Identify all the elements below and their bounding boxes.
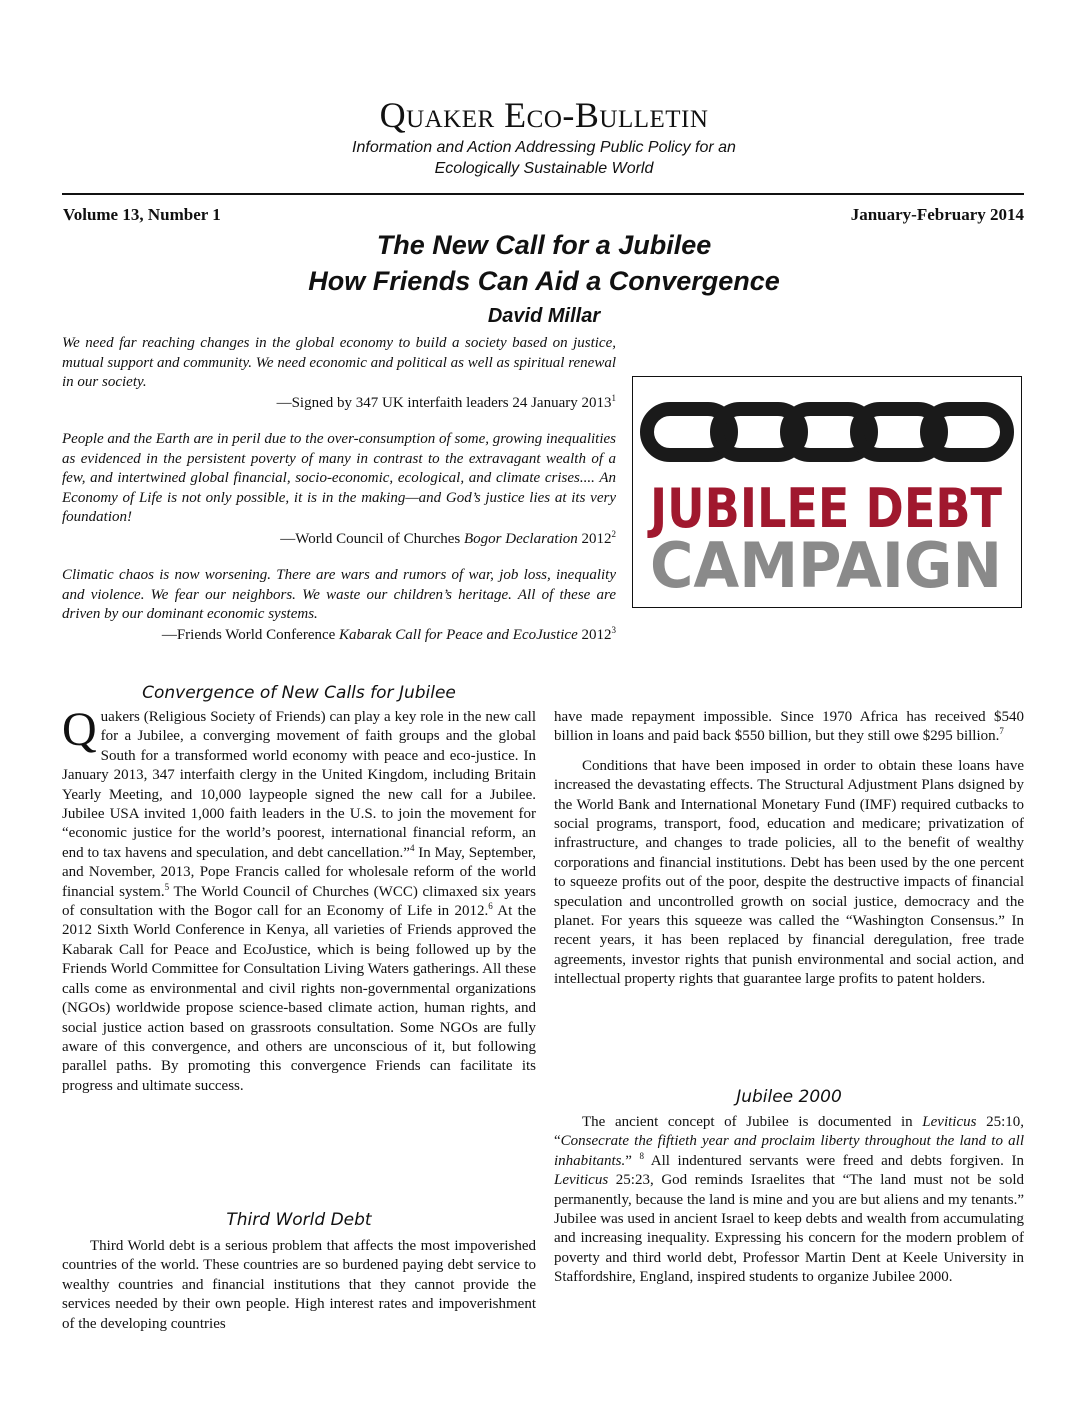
logo-line1: JUBILEE DEBT <box>646 477 1003 540</box>
drop-cap: Q <box>62 703 97 756</box>
article-title-line2: How Friends Can Aid a Convergence <box>308 266 780 296</box>
footnote-ref-8: 8 <box>639 1150 645 1161</box>
footnote-ref-2: 2 <box>611 529 616 539</box>
quote-2-attribution <box>62 530 616 550</box>
quote-2-attribution-prefix: —World Council of Churches <box>280 531 464 547</box>
convergence-text-b: In May, September, and November, 2013, Pope Francis called for wholesale reform of the world financial system. <box>62 844 537 900</box>
masthead-title: Quaker Eco-Bulletin <box>379 95 709 135</box>
footnote-ref-7: 7 <box>999 726 1004 737</box>
convergence-text-d: At the 2012 Sixth World Conference in Kenya, all varieties of Friends approved the Kabarak Call for Peace and EcoJustice, which is being followed up by the Friends World Committee for Consultation Living Waters gatherings. All these calls come as environmental and civil rights non-governmental organizations (NGOs) worldwide propose science-based climate action, human rights, and social justice action based on grassroots consultation. Some NGOs are fully aware of this convergence, and others are unconscious of it, but following parallel paths. By promoting this convergence Friends can facilitate its progress and ultimate success. <box>62 903 536 1094</box>
quote-2-attribution-work: Bogor Declaration <box>464 531 578 547</box>
footnote-ref-4: 4 <box>409 842 415 853</box>
right-paragraph-1-text: have made repayment impossible. Since 1970 Africa has received $540 billion in loans and paid back $550 billion, but they still owe $295 billion. <box>554 709 1024 745</box>
quote-3-attribution-prefix: —Friends World Conference <box>161 627 340 643</box>
quote-3-attribution <box>62 626 616 646</box>
masthead-subtitle <box>0 137 1088 179</box>
convergence-paragraph <box>62 703 537 1096</box>
third-world-paragraph: Third World debt is a serious problem that affects the most impoverished countries of the world. These countries are so burdened paying debt service to wealthy countries and financial institutions that they cannot provide the services needed by their own people. High interest rates and impoverishment of the developing countries <box>62 1238 536 1332</box>
jubilee-scripture-quote: Consecrate the fiftieth year and proclaim liberty throughout the land to all inhabitants. <box>554 1133 1024 1169</box>
masthead-subtitle-line2: Ecologically Sustainable World <box>434 160 654 177</box>
chain-links-icon <box>633 377 1020 606</box>
quote-3-attribution-suffix: 2012 <box>577 627 612 643</box>
logo-line2: CAMPAIGN <box>650 529 1002 602</box>
masthead-subtitle-line1: Information and Action Addressing Public Policy for an <box>352 139 736 156</box>
right-column-body <box>554 708 1024 990</box>
issue-date: January-February 2014 <box>850 205 1024 224</box>
jubilee-2000-paragraph <box>554 1113 1024 1288</box>
quote-2-text: People and the Earth are in peril due to the over-consumption of some, growing inequalities as evidenced in the persistent poverty of many in contrast to the extravagant wealth of a few, and intertwined global financial, socio-economic, ecological, and climate crises.... An Economy of Life is not only possible, it is in the making—and God’s justice lies at its very foundation! <box>62 431 616 525</box>
jubilee-text-d: All indentured servants were freed and debts forgiven. In <box>644 1152 1024 1169</box>
convergence-text-c: The World Council of Churches (WCC) climaxed six years of consultation with the Bogor call for an Economy of Life in 2012. <box>62 883 536 920</box>
section-heading-jubilee-2000: Jubilee 2000 <box>736 1087 842 1107</box>
chain-links-group <box>647 409 1007 455</box>
jubilee-text-a: The ancient concept of Jubilee is documented in <box>582 1114 923 1130</box>
jubilee-2000-body <box>554 1113 1024 1288</box>
right-paragraph-1 <box>554 708 1024 747</box>
quote-1-attribution-text: —Signed by 347 UK interfaith leaders 24 January 2013 <box>276 395 612 411</box>
convergence-text-a: uakers (Religious Society of Friends) can play a key role in the new call for a Jubilee, a converging movement of faith groups and the global South for a transformed world economy with peace and eco-justice. In January 2013, 347 interfaith clergy in the United Kingdom, including Britain Yearly Meeting, and 10,000 laypeople signed the new call for a Jubilee. Jubilee USA invited 1,000 faith leaders in the U.S. to join the movement for “economic justice for the world’s poorest, international financial reform, an end to tax havens and speculation, and debt cancellation.” <box>62 709 536 861</box>
quote-3-text: Climatic chaos is now worsening. There are wars and rumors of war, job loss, inequality and violence. We fear our neighbors. We waste our children’s heritage. All of these are driven by our dominant economic systems. <box>62 567 616 622</box>
issue-volume: Volume 13, Number 1 <box>63 205 221 224</box>
quote-1-text: We need far reaching changes in the global economy to build a society based on justice, mutual support and community. We need economic and political as well as spiritual renewal in our society. <box>62 335 616 390</box>
jubilee-text-e: 25:23, God reminds Israelites that “The land must not be sold permanently, because the land is mine and you are but aliens and my tenants.” Jubilee was used in ancient Israel to keep debts and wealth from accumulating and increasing inequality. Expressing his concern for the modern problem of poverty and third world debt, Professor Martin Dent at Keele University in Staffordshire, England, inspired students to organize Jubilee 2000. <box>554 1172 1024 1286</box>
jubilee-text-b: 25:10, “ <box>554 1114 1025 1150</box>
article-author: David Millar <box>487 305 601 327</box>
footnote-ref-5: 5 <box>164 881 170 892</box>
footnote-ref-1: 1 <box>611 393 616 403</box>
jubilee-debt-campaign-logo <box>632 376 1022 608</box>
convergence-body <box>62 703 537 1096</box>
quote-2-attribution-suffix: 2012 <box>577 531 612 547</box>
masthead-rule <box>62 193 1024 195</box>
jubilee-text-c: ” <box>625 1152 640 1169</box>
jubilee-ref-leviticus-2: Leviticus <box>554 1172 609 1189</box>
quote-3-attribution-work: Kabarak Call for Peace and EcoJustice <box>339 627 578 643</box>
section-heading-third-world-debt: Third World Debt <box>226 1210 372 1230</box>
quote-1-attribution <box>62 394 616 414</box>
third-world-body <box>62 1237 536 1334</box>
article-title-line1: The New Call for a Jubilee <box>376 230 712 260</box>
section-heading-convergence: Convergence of New Calls for Jubilee <box>142 683 456 703</box>
jubilee-ref-leviticus-1: Leviticus <box>922 1114 977 1130</box>
right-paragraph-2: Conditions that have been imposed in order to obtain these loans have increased the devastating effects. The Structural Adjustment Plans dsigned by the World Bank and International Monetary Fund (IMF) required cutbacks to social programs, transport, food, education and medicare; privatization of infrastructure, and changes to trade policies, all to the benefit of wealthy corporations and financial institutions. Debt has been used by the one percent to squeeze profits out of the poor, despite the destructive impacts of financial speculation and uncontrolled growth on social justice, democracy and the planet. For years this squeeze was called the “Washington Consensus.” In recent years, it has been replaced by financial deregulation, free trade agreements, investor rights that punish environmental and social action, and intellectual property rights that guarantee large profits to patent holders. <box>554 757 1024 988</box>
footnote-ref-6: 6 <box>488 901 493 912</box>
footnote-ref-3: 3 <box>611 625 616 635</box>
